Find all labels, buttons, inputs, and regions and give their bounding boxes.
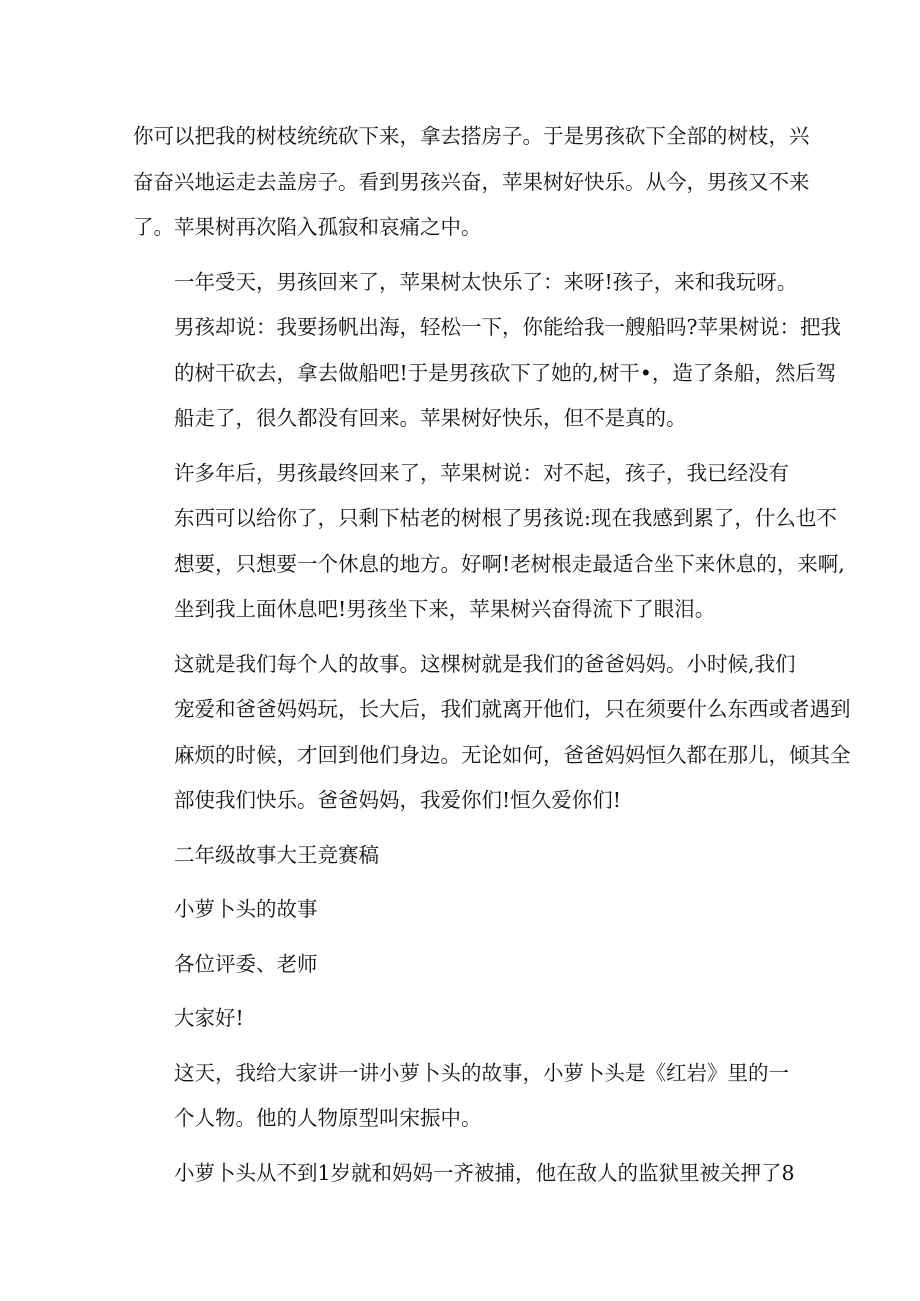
section-title <box>133 833 793 879</box>
salutation <box>133 942 793 988</box>
text-line: 这天，我给大家讲一讲小萝卜头的故事，小萝卜头是《红岩》里的一 <box>174 1060 789 1085</box>
story-title <box>133 887 793 933</box>
paragraph-3 <box>133 451 845 633</box>
text-line: 男孩却说：我要扬帆出海，轻松一下，你能给我一艘船吗?苹果树说：把我 <box>174 315 841 339</box>
text-line: 二年级故事大王竞赛稿 <box>174 842 379 867</box>
text-line: 许多年后，男孩最终回来了，苹果树说：对不起，孩子，我已经没有 <box>174 460 789 485</box>
text-line: 东西可以给你了，只剩下枯老的树根了男孩说:现在我感到累了，什么也不 <box>174 506 837 530</box>
text-line: 小萝卜头的故事 <box>174 897 318 921</box>
text-line: 坐到我上面休息吧!男孩坐下来，苹果树兴奋得流下了眼泪。 <box>174 597 716 621</box>
text-line: 的树干砍去，拿去做船吧!于是男孩砍下了她的,树干•，造了条船，然后驾 <box>174 360 837 385</box>
paragraph-5 <box>133 1051 793 1142</box>
text-line: 想要，只想要一个休息的地方。好啊!老树根走最适合坐下来休息的，来啊, <box>174 551 845 576</box>
text-line: 奋奋兴地运走去盖房子。看到男孩兴奋，苹果树好快乐。从今，男孩又不来 <box>133 169 810 194</box>
paragraph-6 <box>133 1151 793 1197</box>
text-line: 宠爱和爸爸妈妈玩，长大后，我们就离开他们，只在须要什么东西或者遇到 <box>174 697 851 721</box>
text-line: 一年受天，男孩回来了，苹果树太快乐了：来呀!孩子，来和我玩呀。 <box>174 269 798 294</box>
text-line: 各位评委、老师 <box>174 951 318 976</box>
text-line: 这就是我们每个人的故事。这棵树就是我们的爸爸妈妈。小时候,我们 <box>174 651 796 676</box>
paragraph-4 <box>133 642 851 824</box>
text-line: 大家好! <box>174 1006 244 1030</box>
document-body <box>133 114 851 1196</box>
paragraph-2 <box>133 260 841 442</box>
text-line: 个人物。他的人物原型叫宋振中。 <box>174 1106 482 1130</box>
text-line: 了。苹果树再次陷入孤寂和哀痛之中。 <box>133 215 482 239</box>
text-line: 麻烦的时候，才回到他们身边。无论如何，爸爸妈妈恒久都在那儿，倾其全 <box>174 742 851 767</box>
text-line: 船走了，很久都没有回来。苹果树好快乐，但不是真的。 <box>174 406 687 430</box>
text-line: 你可以把我的树枝统统砍下来，拿去搭房子。于是男孩砍下全部的树枝，兴 <box>133 124 810 148</box>
paragraph-1 <box>133 114 810 251</box>
greeting <box>133 996 793 1042</box>
text-line: 部使我们快乐。爸爸妈妈，我爱你们!恒久爱你们! <box>174 788 621 812</box>
text-line: 小萝卜头从不到1岁就和妈妈一齐被捕，他在敌人的监狱里被关押了8 <box>174 1160 795 1185</box>
